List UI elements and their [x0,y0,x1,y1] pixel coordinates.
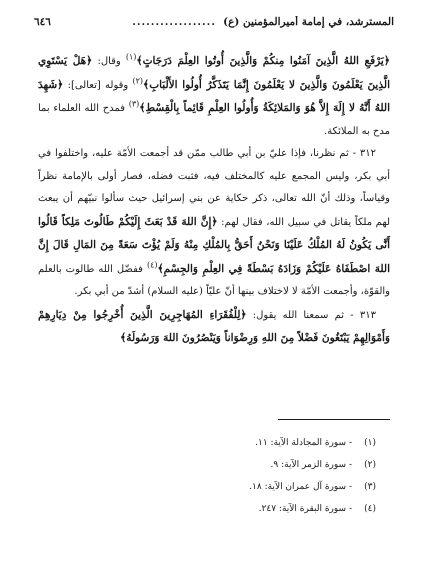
quran-verse: ﴿هَلْ يَسْتَوِي الَّذِينَ يَعْلَمُونَ وَالَّذِينَ لا يَعْلَمُونَ إِنَّمَا يَتَذَكَّرُ أُولُوا الأَلْبَابِ﴾ [38,55,390,91]
paragraph-text: وقال: [92,56,126,67]
paragraph-text: فمدح الله العلماء بما مدح به الملائكة. [38,103,390,137]
body-text [38,50,390,351]
running-title: المسترشد، في إمامة أميرالمؤمنين (ع) [223,16,394,28]
page-number: ٦٤٦ [34,16,51,28]
footnote [52,432,376,454]
paragraph-313 [38,304,390,351]
footnote [52,476,376,498]
footnote-number: (٣) [364,482,376,492]
footnotes [52,432,376,520]
footnote-number: (١) [364,438,376,448]
paragraph-text: ففضّل الله طالوت بالعلم والقوّة، وأجمعت الأمّة لا لاختلاف بينها أنّ عليّاً (عليه السلام) أشدّ من أبي بكر. [38,263,390,297]
quran-verse: ﴿لِلْفُقَرَاءِ المُهَاجِرِينَ الَّذِينَ أُخْرِجُوا مِنْ دِيَارِهِمْ وَأَمْوَالِهِمْ يَبْتَغُونَ فَضْلاً مِنَ اللهِ وَرِضْوَاناً وَيَنْصُرُونَ اللهَ وَرَسُولَهُ﴾ [38,308,390,344]
footnote-number: (٤) [364,504,376,514]
paragraph-text: ٣١٢ - ثم نظرنا، فإذا عليّ بن أبي طالب ممّن قد أجمعت الأمّة عليه، واختلفوا في أبي بكر، وليس المجمع عليه كالمختلف فيه، فثبت فضله، فصار أولى بالإمامة نظراً وقياساً، وذلك أنّ الله تعالى، ذكر حكاية عن بني إسرائيل حيث سألوا نبيّهم أن يبعث لهم ملكاً يقاتل في سبيل الله، فقال لهم: [38,148,390,228]
footnote-text: - سورة البقرة الآية: ٢٤٧. [258,504,352,514]
quran-verse: ﴿إِنَّ اللهَ قَدْ بَعَثَ إِلَيْكُمْ طَالُوتَ مَلِكاً قَالُوا أَنَّى يَكُونُ لَهُ المُلْكُ عَلَيْنَا وَنَحْنُ أَحَقُّ بِالمُلْكِ مِنْهُ وَلَمْ يُؤْتَ سَعَةً مِنَ المَالِ قَالَ إِنَّ اللهَ اصْطَفَاهُ عَلَيْكُمْ وَزَادَهُ بَسْطَةً فِي العِلْمِ وَالجِسْمِ﴾ [38,215,390,275]
footnote [52,498,376,520]
footnote-ref: (١) [125,52,137,62]
footnote [52,454,376,476]
footnote-text: - سورة آل عمران الآية: ١٨. [249,482,352,492]
paragraph-text: وقوله [تعالى]: [63,79,133,91]
paragraph-312 [38,143,390,304]
footnote-text: - سورة الزمر الآية: ٩. [270,460,352,470]
quran-verse: ﴿شَهِدَ اللهُ أَنَّهُ لا إِلَهَ إِلاَّ هُوَ وَالمَلائِكَةُ وَأُولُوا العِلْمِ قَائِماً بِالْقِسْطِ﴾ [38,78,390,114]
footnote-divider [278,419,390,420]
header-leader-dots: .................. [132,16,216,28]
footnote-ref: (٣) [128,99,140,109]
running-header [34,16,394,32]
paragraph-1 [38,50,390,143]
footnote-ref: (٤) [146,260,158,270]
paragraph-text: ٣١٣ - ثم سمعنا الله يقول: [246,309,377,321]
footnote-text: - سورة المجادلة الآية: ١١. [255,438,352,448]
footnote-ref: (٢) [132,76,144,86]
footnote-number: (٢) [364,460,376,470]
quran-verse: ﴿يَرْفَعِ اللهُ الَّذِينَ آمَنُوا مِنكُمْ وَالَّذِينَ أُوتُوا العِلْمَ دَرَجَاتٍ﴾ [136,55,390,67]
